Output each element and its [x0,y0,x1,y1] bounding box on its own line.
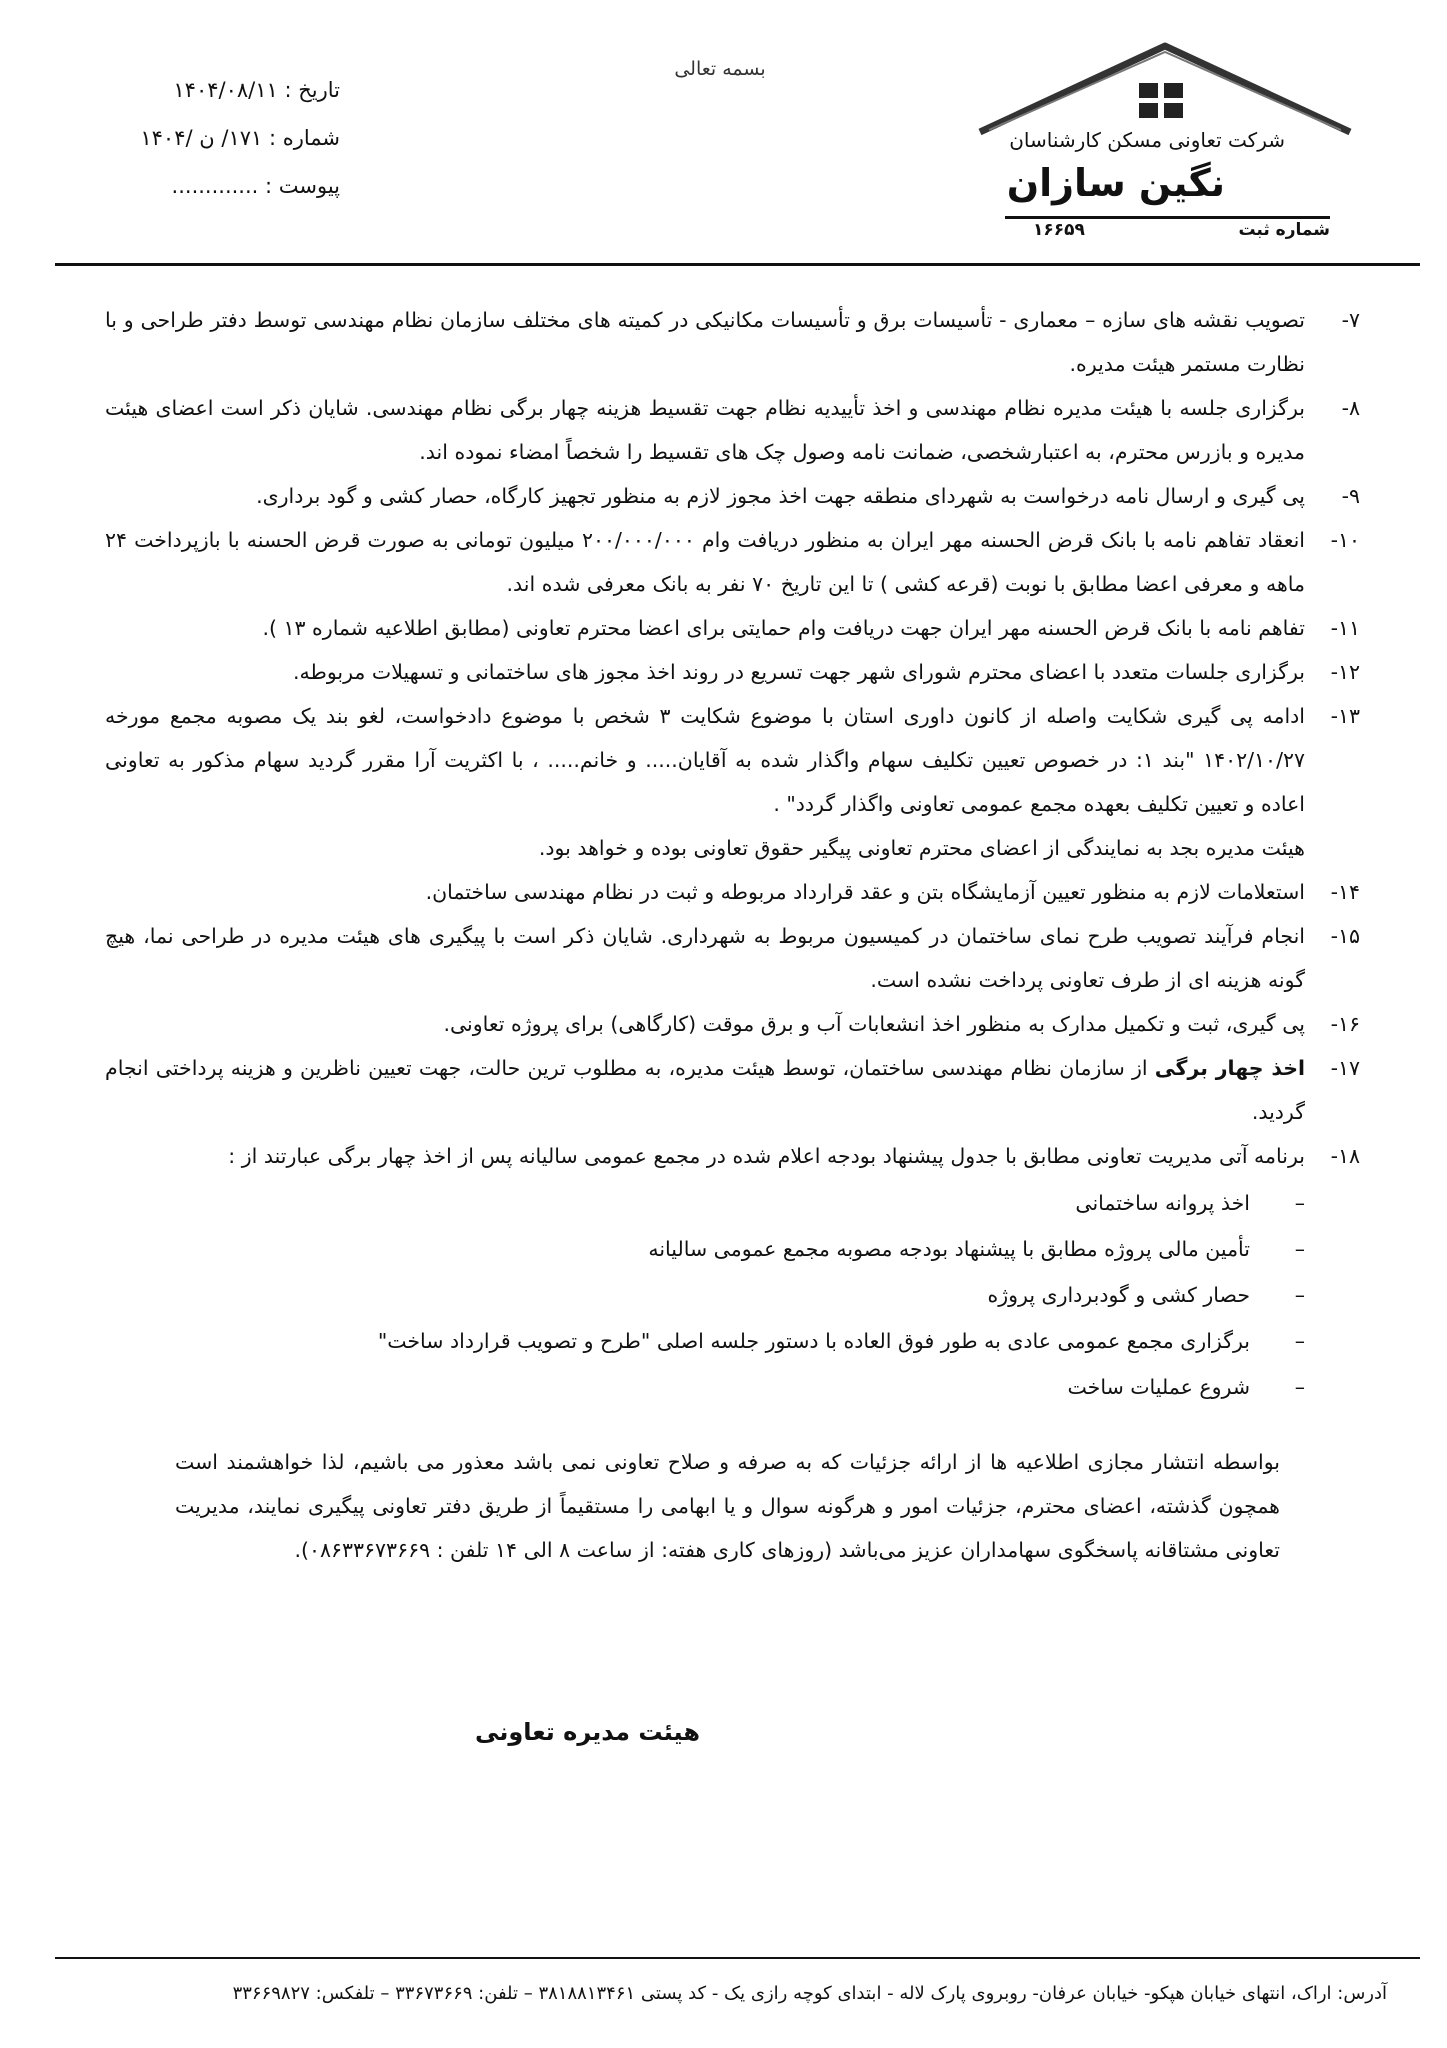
item-number: ۱۰- [1330,528,1360,552]
list-item [105,1134,1360,1178]
item-text: پی گیری و ارسال نامه درخواست به شهردای منطقه جهت اخذ مجوز لازم به منظور تجهیز کارگاه، حصار کشی و گود برداری. [256,484,1305,508]
list-item [105,1002,1360,1046]
item-number: ۱۱- [1330,616,1360,640]
item-text: برگزاری جلسه با هیئت مدیره نظام مهندسی و اخذ تأییدیه نظام جهت تقسیط هزینه چهار برگی نظام مهندسی. شایان ذکر است اعضای هیئت مدیره و بازرس محترم، به اعتبارشخصی، ضمانت نامه وصول چک های تقسیط را شخصاً امضاء نموده اند. [105,396,1305,464]
item-text: استعلامات لازم به منظور تعیین آزمایشگاه بتن و عقد قرارداد مربوطه و ثبت در نظام مهندسی ساختمان. [425,880,1305,904]
bullet-item [105,1272,1305,1318]
item-number: ۹- [1341,484,1360,508]
bullet-text: تأمین مالی پروژه مطابق با پیشنهاد بودجه مصوبه مجمع عمومی سالیانه [648,1237,1250,1261]
item-text [105,1046,1305,1134]
footer-divider [55,1957,1420,1959]
list-item [105,474,1360,518]
item-bold-phrase: اخذ چهار برگی [1154,1056,1305,1080]
item-text: هیئت مدیره بجد به نمایندگی از اعضای محترم تعاونی پیگیر حقوق تعاونی بوده و خواهد بود. [538,836,1305,860]
list-item [105,694,1360,826]
item-number [1305,826,1360,870]
bullet-item [105,1318,1305,1364]
letter-body [105,298,1360,1410]
item-number: ۱۴- [1330,880,1360,904]
list-item [105,386,1360,474]
list-item [105,298,1360,386]
header-divider [55,263,1420,266]
bullet-dash: – [1294,1191,1305,1215]
future-plans-list [105,1180,1360,1410]
item-number: ۱۷- [1330,1056,1360,1080]
bullet-item [105,1226,1305,1272]
bullet-text: شروع عملیات ساخت [1067,1375,1250,1399]
letter-number: شماره : ۱۷۱/ ن /۱۴۰۴ [140,126,340,150]
letter-date: تاریخ : ۱۴۰۴/۰۸/۱۱ [173,78,340,102]
item-number: ۱۶- [1330,1012,1360,1036]
bullet-dash: – [1294,1375,1305,1399]
bullet-dash: – [1294,1237,1305,1261]
bullet-text: حصار کشی و گودبرداری پروژه [987,1283,1250,1307]
item-text: تصویب نقشه های سازه – معماری - تأسیسات برق و تأسیسات مکانیکی در کمیته های مختلف سازمان نظام مهندسی توسط دفتر طراحی و با نظارت مستمر هیئت مدیره. [105,308,1305,376]
item-text: پی گیری، ثبت و تکمیل مدارک به منظور اخذ انشعابات آب و برق موقت (کارگاهی) برای پروژه تعاونی. [443,1012,1305,1036]
letter-attachment: پیوست : ............. [171,174,340,198]
brand-name: نگین سازان [1006,161,1225,205]
list-item [105,518,1360,606]
bullet-item [105,1180,1305,1226]
item-text-rest: از سازمان نظام مهندسی ساختمان، توسط هیئت مدیره، به مطلوب ترین حالت، جهت تعیین ناظرین و هزینه پرداختی انجام گردید. [105,1056,1305,1124]
list-item-continuation [105,826,1360,870]
company-name: شرکت تعاونی مسکن کارشناسان [1009,128,1285,152]
closing-paragraph: بواسطه انتشار مجازی اطلاعیه ها از ارائه جزئیات که به صرفه و صلاح تعاونی نمی باشد معذور می باشیم، لذا خواهشمند است همچون گذشته، اعضای محترم، جزئیات امور و هرگونه سوال و یا ابهامی را مستقیماً از طریق دفتر تعاونی پیگیری نمایند، مدیریت تعاونی مشتاقانه پاسخگوی سهامداران عزیز می‌باشد (روزهای کاری هفته: از ساعت ۸ الی ۱۴ تلفن : ۰۸۶۳۳۶۷۳۶۶۹). [175,1450,1280,1562]
item-number: ۱۸- [1330,1144,1360,1168]
bismillah-heading: بسمه تعالی [674,58,766,80]
bullet-dash: – [1294,1329,1305,1353]
company-logo [975,40,1375,250]
footer-address: آدرس: اراک، انتهای خیابان هپکو- خیابان عرفان- روبروی پارک لاله - ابتدای کوچه رازی یک - کد پستی ۳۸۱۸۸۱۳۴۶۱ – تلفن: ۳۳۶۷۳۶۶۹ – تلفکس: ۳۳۶۶۹۸۲۷ [232,1983,1387,2004]
bullet-text: اخذ پروانه ساختمانی [1075,1191,1250,1215]
list-item [105,606,1360,650]
item-number: ۷- [1341,308,1360,332]
bullet-item [105,1364,1305,1410]
bullet-text: برگزاری مجمع عمومی عادی به طور فوق العاده با دستور جلسه اصلی "طرح و تصویب قرارداد ساخت" [377,1329,1250,1353]
item-text: انجام فرآیند تصویب طرح نمای ساختمان در کمیسیون مربوط به شهرداری. شایان ذکر است با پیگیری های هیئت مدیره در طراحی نما، هیچ گونه هزینه ای از طرف تعاونی پرداخت نشده است. [105,924,1305,992]
list-item [105,650,1360,694]
item-text: ادامه پی گیری شکایت واصله از کانون داوری استان با موضوع شکایت ۳ شخص با موضوع دادخواست، لغو بند یک مصوبه مجمع مورخه ۱۴۰۲/۱۰/۲۷ "بند ۱: در خصوص تعیین تکلیف سهام واگذار شده به آقایان..... و خانم..... ، با اکثریت آرا مقرر گردید سهام مذکور به تعاونی اعاده و تعیین تکلیف بعهده مجمع عمومی تعاونی واگذار گردد" . [105,704,1305,816]
list-item [105,914,1360,1002]
item-text: انعقاد تفاهم نامه با بانک قرض الحسنه مهر ایران به منظور دریافت وام ۲۰۰/۰۰۰/۰۰۰ میلیون تومانی به صورت قرض الحسنه با بازپرداخت ۲۴ ماهه و معرفی اعضا مطابق با نوبت (قرعه کشی ) تا این تاریخ ۷۰ نفر به بانک معرفی شده اند. [105,528,1305,596]
registration-label: شماره ثبت [1238,220,1330,240]
item-number: ۱۲- [1330,660,1360,684]
registration-divider [1005,216,1330,219]
list-item [105,870,1360,914]
item-number: ۱۳- [1330,704,1360,728]
signature: هیئت مدیره تعاونی [475,1718,700,1746]
registration-number: ۱۶۶۵۹ [1033,220,1085,240]
item-text: برگزاری جلسات متعدد با اعضای محترم شورای شهر جهت تسریع در روند اخذ مجوز های ساختمانی و تسهیلات مربوطه. [293,660,1305,684]
item-text: تفاهم نامه با بانک قرض الحسنه مهر ایران جهت دریافت وام حمایتی برای اعضا محترم تعاونی (مطابق اطلاعیه شماره ۱۳ ). [262,616,1305,640]
bullet-dash: – [1294,1283,1305,1307]
item-number: ۸- [1341,396,1360,420]
item-text: برنامه آتی مدیریت تعاونی مطابق با جدول پیشنهاد بودجه اعلام شده در مجمع عمومی سالیانه پس از اخذ چهار برگی عبارتند از : [228,1144,1305,1168]
list-item [105,1046,1360,1134]
item-number: ۱۵- [1330,924,1360,948]
letter-meta [100,66,340,210]
